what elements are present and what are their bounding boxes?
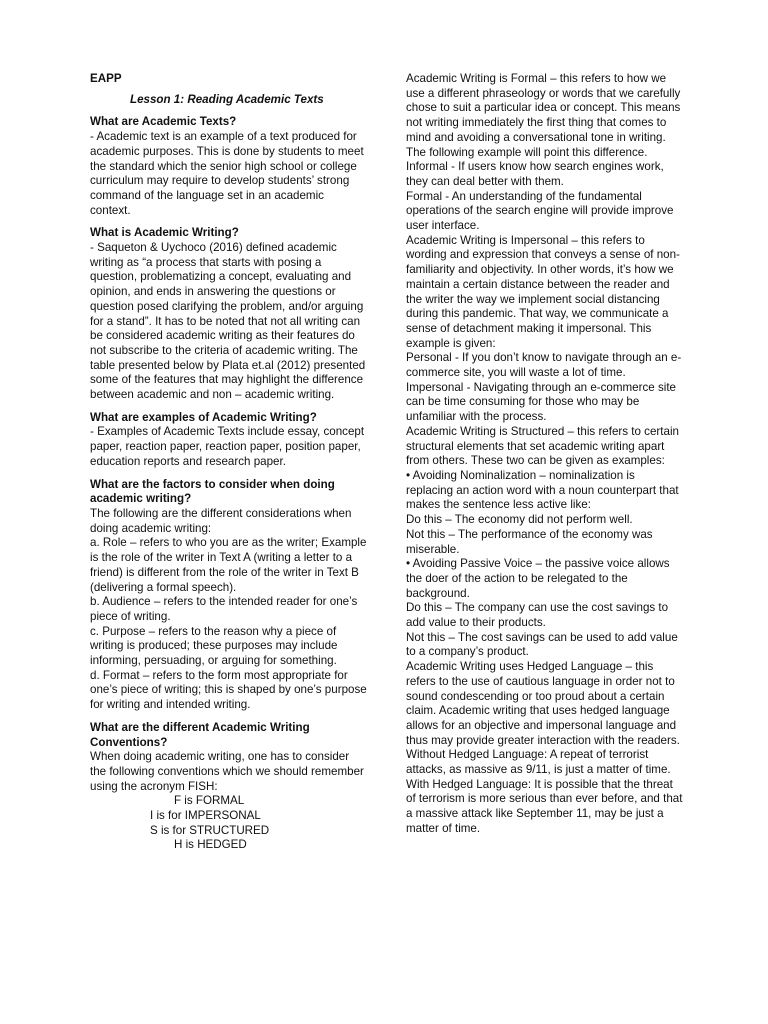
without-hedged-example: Without Hedged Language: A repeat of terrorist attacks, as massive as 9/11, is just a matter of time. <box>406 748 671 777</box>
fish-s: S is for STRUCTURED <box>150 823 270 837</box>
personal-example: Personal - If you don’t know to navigate through an e-commerce site, you will waste a lot of time. <box>406 351 682 380</box>
fish-h: H is HEDGED <box>174 838 247 852</box>
fish-f: F is FORMAL <box>174 794 245 808</box>
factor-format: d. Format – refers to the form most appropriate for one’s piece of writing; this is shaped by one’s purpose for writing and intended writing. <box>90 668 367 712</box>
question-factors: What are the factors to consider when doing academic writing? <box>90 477 335 506</box>
left-column <box>90 72 367 853</box>
formal-example: Formal - An understanding of the fundamental operations of the search engine will provide improve user interface. <box>406 189 674 233</box>
impersonal-paragraph: Academic Writing is Impersonal – this refers to wording and expression that conveys a sense of non-familiarity and objectivity. In other words, it’s how we maintain a certain distance between the reader and the writer the way we implement social distancing during this pandemic. That way, we communicate a sense of detachment making it impersonal. This example is given: <box>406 233 680 350</box>
answer-conventions: When doing academic writing, one has to consider the following conventions which we should remember using the acronym FISH: <box>90 750 364 793</box>
subject-header: EAPP <box>90 72 122 85</box>
factor-purpose: c. Purpose – refers to the reason why a piece of writing is produced; these purposes may include informing, persuading, or arguing for something. <box>90 624 338 668</box>
passive-voice-not: Not this – The cost savings can be used to add value to a company’s product. <box>406 630 678 659</box>
fish-i: I is for IMPERSONAL <box>150 809 261 823</box>
formal-paragraph: Academic Writing is Formal – this refers to how we use a different phraseology or words that we carefully chose to suit a particular idea or concept. This means not writing immediately the first thing that comes to mind and avoiding a conversational tone in writing. The following example will point this difference. <box>406 72 681 159</box>
hedged-paragraph: Academic Writing uses Hedged Language – this refers to the use of cautious language in order not to sound condescending or too proud about a certain claim. Academic writing that uses hedged language allows for an objective and impersonal language and thus may provide greater interaction with the readers. <box>406 660 680 747</box>
nominalization-bullet: • Avoiding Nominalization – nominalization is replacing an action word with a noun counterpart that makes the sentence less active like: <box>406 468 679 512</box>
informal-example: Informal - If users know how search engines work, they can deal better with them. <box>406 160 664 188</box>
passive-voice-do: Do this – The company can use the cost savings to add value to their products. <box>406 601 669 630</box>
impersonal-example: Impersonal - Navigating through an e-commerce site can be time consuming for those who may be unfamiliar with the process. <box>406 380 677 424</box>
nominalization-do: Do this – The economy did not perform well. <box>406 513 633 527</box>
question-academic-writing: What is Academic Writing? <box>90 226 239 240</box>
nominalization-not: Not this – The performance of the economy was miserable. <box>406 527 653 556</box>
answer-academic-writing: - Saqueton & Uychoco (2016) defined academic writing as “a process that starts with posing a question, problematizing a concept, evaluating and opinion, and ends in answering the questions or question posed clarifying the problem, and/or arguing for a stand”. It has to be noted that not all writing can be considered academic writing as their features do not subscribe to the criteria of academic writing. The table presented below by Plata et.al (2012) presented some of the features that may highlight the difference between academic and non – academic writing. <box>90 241 366 402</box>
lesson-title: Lesson 1: Reading Academic Texts <box>130 92 324 106</box>
question-examples: What are examples of Academic Writing? <box>90 410 317 424</box>
right-column <box>406 72 684 837</box>
passive-voice-bullet: • Avoiding Passive Voice – the passive voice allows the doer of the action to be relegated to the background. <box>406 557 670 600</box>
answer-examples: - Examples of Academic Texts include essay, concept paper, reaction paper, reaction paper, position paper, education reports and research paper. <box>90 425 365 468</box>
answer-academic-texts: - Academic text is an example of a text produced for academic purposes. This is done by students to meet the standard which the senior high school or college curriculum may require to develop students’ strong command of the language set in an academic context. <box>90 130 364 217</box>
structured-paragraph: Academic Writing is Structured – this refers to certain structural elements that set academic writing apart from others. These two can be given as examples: <box>406 424 679 468</box>
factor-audience: b. Audience – refers to the intended reader for one’s piece of writing. <box>90 595 358 623</box>
with-hedged-example: With Hedged Language: It is possible that the threat of terrorism is more serious than ever before, and that a massive attack like September 11, may be just a matter of time. <box>406 777 683 835</box>
question-conventions: What are the different Academic Writing Conventions? <box>90 720 310 749</box>
question-academic-texts: What are Academic Texts? <box>90 115 237 129</box>
factor-role: a. Role – refers to who you are as the writer; Example is the role of the writer in Text A (writing a letter to a friend) is different from the role of the writer in Text B (delivering a formal speech). <box>90 536 367 594</box>
factors-intro: The following are the different considerations when doing academic writing: <box>90 506 352 535</box>
